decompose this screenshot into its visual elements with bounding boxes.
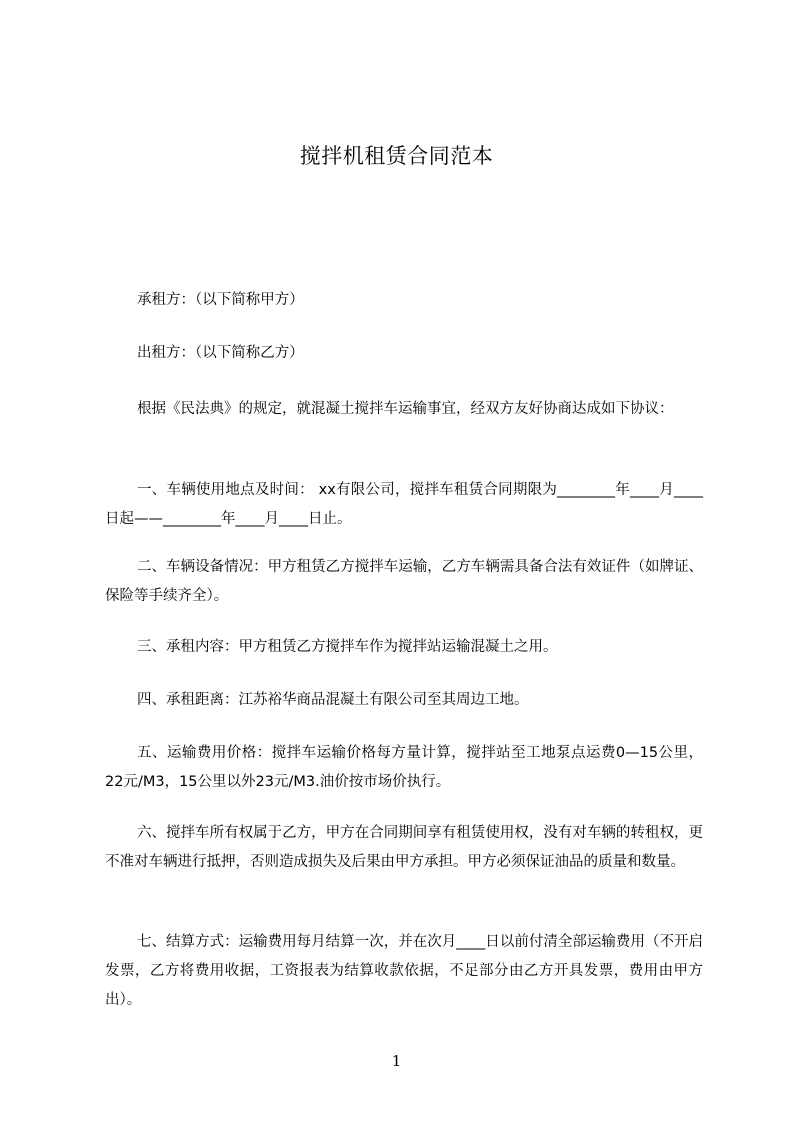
paragraph-clause-5: 五、运输费用价格：搅拌车运输价格每方量计算，搅拌站至工地泵点运费0—15公里，22元/M3，15公里以外23元/M3.油价按市场价执行。 — [105, 745, 703, 790]
document-title: 搅拌机租赁合同范本 — [299, 144, 494, 168]
paragraph-clause-2: 二、车辆设备情况：甲方租赁乙方搅拌车运输，乙方车辆需具备合法有效证件（如牌证、保险等手续齐全）。 — [105, 559, 703, 604]
paragraph-lessor: 出租方：（以下简称乙方） — [137, 345, 304, 361]
paragraph-lessee: 承租方：（以下简称甲方） — [137, 292, 304, 308]
paragraph-preamble: 根据《民法典》的规定，就混凝土搅拌车运输事宜，经双方友好协商达成如下协议： — [137, 401, 674, 417]
paragraph-clause-4: 四、承租距离：江苏裕华商品混凝土有限公司至其周边工地。 — [137, 692, 529, 708]
paragraph-clause-7: 七、结算方式：运输费用每月结算一次，并在次月____日以前付清全部运输费用（不开启发票，乙方将费用收据，工资报表为结算收款依据，不足部分由乙方开具发票，费用由甲方出）。 — [105, 934, 703, 1008]
page-number: 1 — [391, 1052, 402, 1070]
paragraph-clause-1: 一、车辆使用地点及时间： xx有限公司，搅拌车租赁合同期限为________年____月____日起——________年____月____日止。 — [105, 482, 703, 527]
paragraph-clause-6: 六、搅拌车所有权属于乙方，甲方在合同期间享有租赁使用权，没有对车辆的转租权，更不准对车辆进行抵押，否则造成损失及后果由甲方承担。甲方必须保证油品的质量和数量。 — [105, 825, 703, 870]
paragraph-clause-3: 三、承租内容：甲方租赁乙方搅拌车作为搅拌站运输混凝土之用。 — [137, 639, 558, 655]
